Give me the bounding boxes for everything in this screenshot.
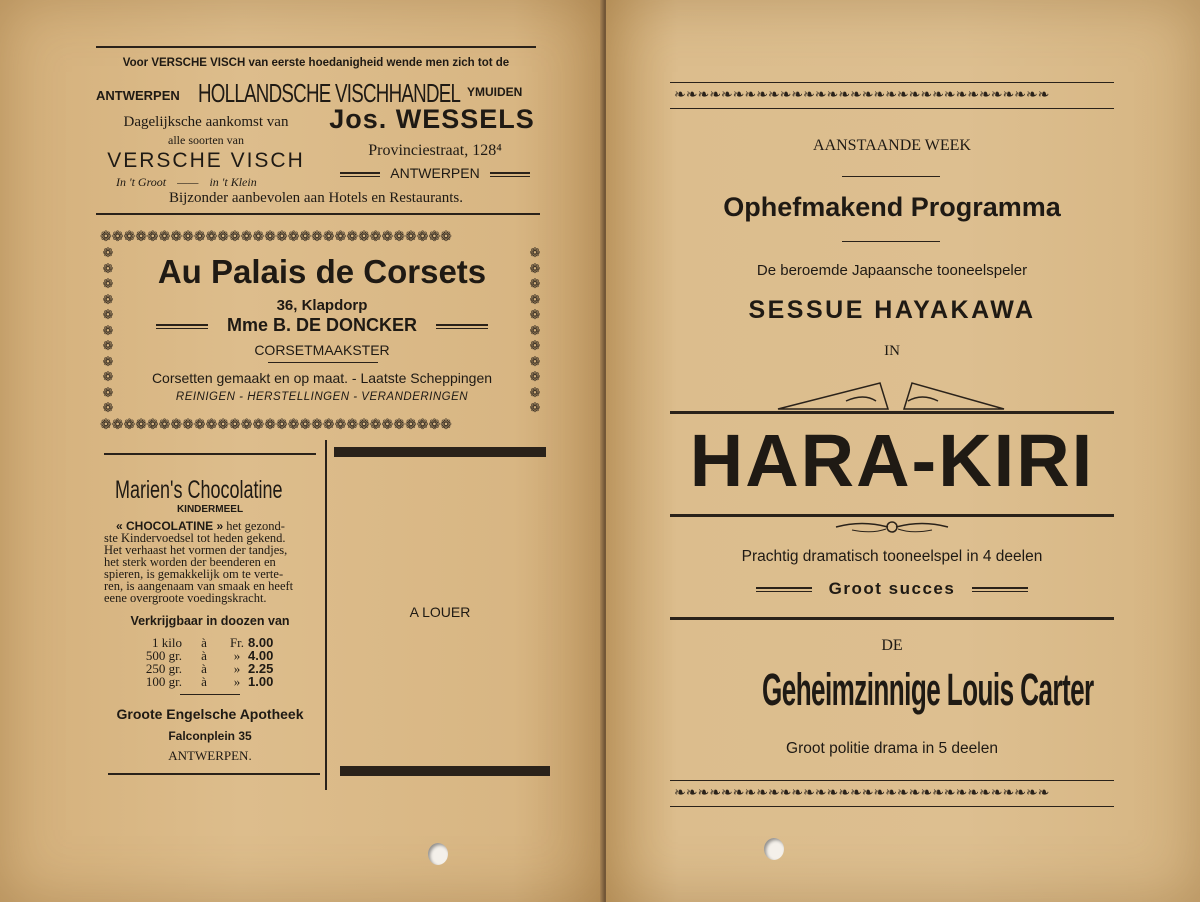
price-at: à <box>201 661 207 676</box>
fish-city: ANTWERPEN <box>96 88 180 103</box>
choc-top-rule <box>104 453 316 455</box>
dash-rule <box>156 324 208 329</box>
headline: Ophefmakend Programma <box>723 192 1061 222</box>
title-bottom-rule <box>670 514 1114 517</box>
corset-tagline: Corsetten gemaakt en op maat. - Laatste Scheppingen <box>151 370 493 386</box>
pharmacy-city: ANTWERPEN. <box>168 748 252 763</box>
dash-rule <box>436 324 488 329</box>
fish-bottom-rule <box>96 213 540 215</box>
choc-price-table <box>118 636 318 688</box>
punch-hole <box>428 843 448 865</box>
fish-address: Provinciestraat, 128⁴ <box>368 142 502 159</box>
corset-owner-prefix: Mme <box>226 315 268 335</box>
fish-address-city-text: ANTWERPEN <box>390 165 480 181</box>
success-line <box>670 579 1114 599</box>
fish-origin: YMUIDEN <box>467 85 523 99</box>
top-double-rule <box>670 82 1114 83</box>
dash-rule <box>490 172 530 177</box>
actor-name: SESSUE HAYAKAWA <box>748 296 1036 324</box>
bottom-double-rule <box>670 780 1114 781</box>
second-film-wrap <box>642 664 1142 724</box>
flourish-row: ❧❧❧❧❧❧❧❧❧❧❧❧❧❧❧❧❧❧❧❧❧❧❧❧❧❧❧❧❧❧❧❧ <box>674 88 1050 103</box>
short-divider <box>842 176 940 177</box>
fish-recommend: Bijzonder aanbevolen aan Hotels en Restaurants. <box>168 190 464 206</box>
corset-divider <box>268 362 378 363</box>
fish-trade <box>116 175 257 190</box>
fish-business: HOLLANDSCHE VISCHHANDEL <box>198 78 461 108</box>
choc-body-line: eene overgroote voedingskracht. <box>104 591 267 605</box>
flower-col: ❁ ❁ ❁ ❁ ❁ ❁ ❁ ❁ ❁ ❁ ❁ <box>102 246 114 416</box>
price-value: 1.00 <box>248 674 274 689</box>
ornament-band-top <box>674 88 1112 104</box>
film-description: Prachtig dramatisch tooneelspel in 4 deelen <box>741 548 1043 565</box>
fish-dash: —— <box>177 175 199 189</box>
film-title: HARA-KIRI <box>689 419 1095 502</box>
price-qty: 100 gr. <box>145 674 182 689</box>
price-value: 8.00 <box>248 635 274 650</box>
price-value: 2.25 <box>248 661 274 676</box>
in-word: IN <box>884 343 900 359</box>
price-cur: Fr. <box>229 635 245 650</box>
price-value: 4.00 <box>248 648 274 663</box>
flourish-ornament <box>832 518 952 536</box>
choc-title: Marien's Chocolatine <box>115 476 283 504</box>
choc-body <box>104 520 322 604</box>
choc-body-line: het sterk worden der beenderen en <box>104 555 276 569</box>
punch-hole <box>764 838 784 860</box>
choc-body-line: ren, is aangenaam van smaak en heeft <box>104 579 294 593</box>
corset-owner <box>118 315 526 336</box>
corset-profession: CORSETMAAKSTER <box>254 342 390 358</box>
the-word: DE <box>881 637 903 654</box>
second-description: Groot politie drama in 5 deelen <box>786 740 998 757</box>
column-divider <box>325 440 327 790</box>
top-double-rule <box>670 108 1114 109</box>
choc-divider <box>180 694 240 695</box>
rent-text: A LOUER <box>409 604 471 620</box>
price-at: à <box>201 635 207 650</box>
second-film-title: Geheimzinnige Louis Carter <box>762 664 1094 715</box>
top-rule <box>96 46 536 48</box>
corset-services: REINIGEN - HERSTELLINGEN - VERANDERINGEN <box>175 391 469 403</box>
price-cur: » <box>233 674 241 689</box>
corset-address: 36, Klapdorp <box>276 297 368 314</box>
right-page <box>606 0 1200 902</box>
price-qty: 1 kilo <box>152 635 182 650</box>
flourish-row: ❧❧❧❧❧❧❧❧❧❧❧❧❧❧❧❧❧❧❧❧❧❧❧❧❧❧❧❧❧❧❧❧ <box>674 786 1050 801</box>
actor-intro: De beroemde Japaansche tooneelspeler <box>756 262 1028 279</box>
flower-col: ❁ ❁ ❁ ❁ ❁ ❁ ❁ ❁ ❁ ❁ ❁ <box>529 246 541 416</box>
upcoming-week: AANSTAANDE WEEK <box>813 137 971 154</box>
rent-top-bar <box>334 447 546 457</box>
price-cur: » <box>233 648 241 663</box>
fish-owner: Jos. WESSELS <box>329 104 535 134</box>
arrow-ornament <box>776 379 1006 413</box>
fish-address-city <box>328 165 542 181</box>
flower-row: ❁❁❁❁❁❁❁❁❁❁❁❁❁❁❁❁❁❁❁❁❁❁❁❁❁❁❁❁❁❁ <box>100 418 452 433</box>
choc-body-line: spieren, is gemakkelijk om te verte- <box>104 567 284 581</box>
fish-wholesale: In 't Groot <box>116 175 167 189</box>
price-qty: 500 gr. <box>145 648 182 663</box>
choc-body-line: het gezond- <box>223 519 285 533</box>
price-row <box>118 675 318 688</box>
second-top-rule <box>670 617 1114 620</box>
flower-row: ❁❁❁❁❁❁❁❁❁❁❁❁❁❁❁❁❁❁❁❁❁❁❁❁❁❁❁❁❁❁ <box>100 230 452 245</box>
fish-kinds: alle soorten van <box>168 133 244 147</box>
choc-subtitle: KINDERMEEL <box>176 504 244 515</box>
dash-rule <box>972 587 1028 592</box>
dash-rule <box>756 587 812 592</box>
flower-border-right <box>528 246 542 416</box>
fish-daily: Dagelijksche aankomst van <box>123 114 289 130</box>
choc-bottom-rule <box>108 773 320 775</box>
choc-body-lead: « CHOCOLATINE » <box>116 519 224 533</box>
flower-border-bottom <box>100 418 544 434</box>
title-top-rule <box>670 411 1114 414</box>
flower-border-top <box>100 230 544 246</box>
price-cur: » <box>233 661 241 676</box>
choc-body-line: Het verhaast het vormen der tandjes, <box>104 543 288 557</box>
ornament-band-bottom <box>674 786 1112 802</box>
fish-intro: Voor VERSCHE VISCH van eerste hoedanigheid wende men zich tot de <box>122 57 510 69</box>
short-divider <box>842 241 940 242</box>
flower-border-left <box>101 246 115 416</box>
fish-product: VERSCHE VISCH <box>107 149 305 172</box>
price-at: à <box>201 648 207 663</box>
dash-rule <box>340 172 380 177</box>
price-at: à <box>201 674 207 689</box>
fish-retail: in 't Klein <box>209 175 257 189</box>
pharmacy-address: Falconplein 35 <box>168 729 252 743</box>
price-qty: 250 gr. <box>145 661 182 676</box>
choc-sale-heading: Verkrijgbaar in doozen van <box>130 614 290 628</box>
success-text: Groot succes <box>828 579 956 598</box>
corset-title: Au Palais de Corsets <box>157 253 487 290</box>
choc-body-line: ste Kindervoedsel tot heden gekend. <box>104 531 286 545</box>
rent-bottom-bar <box>340 766 550 776</box>
bottom-double-rule <box>670 806 1114 807</box>
corset-owner-name: B. DE DONCKER <box>273 315 418 335</box>
pharmacy-name: Groote Engelsche Apotheek <box>116 706 304 722</box>
